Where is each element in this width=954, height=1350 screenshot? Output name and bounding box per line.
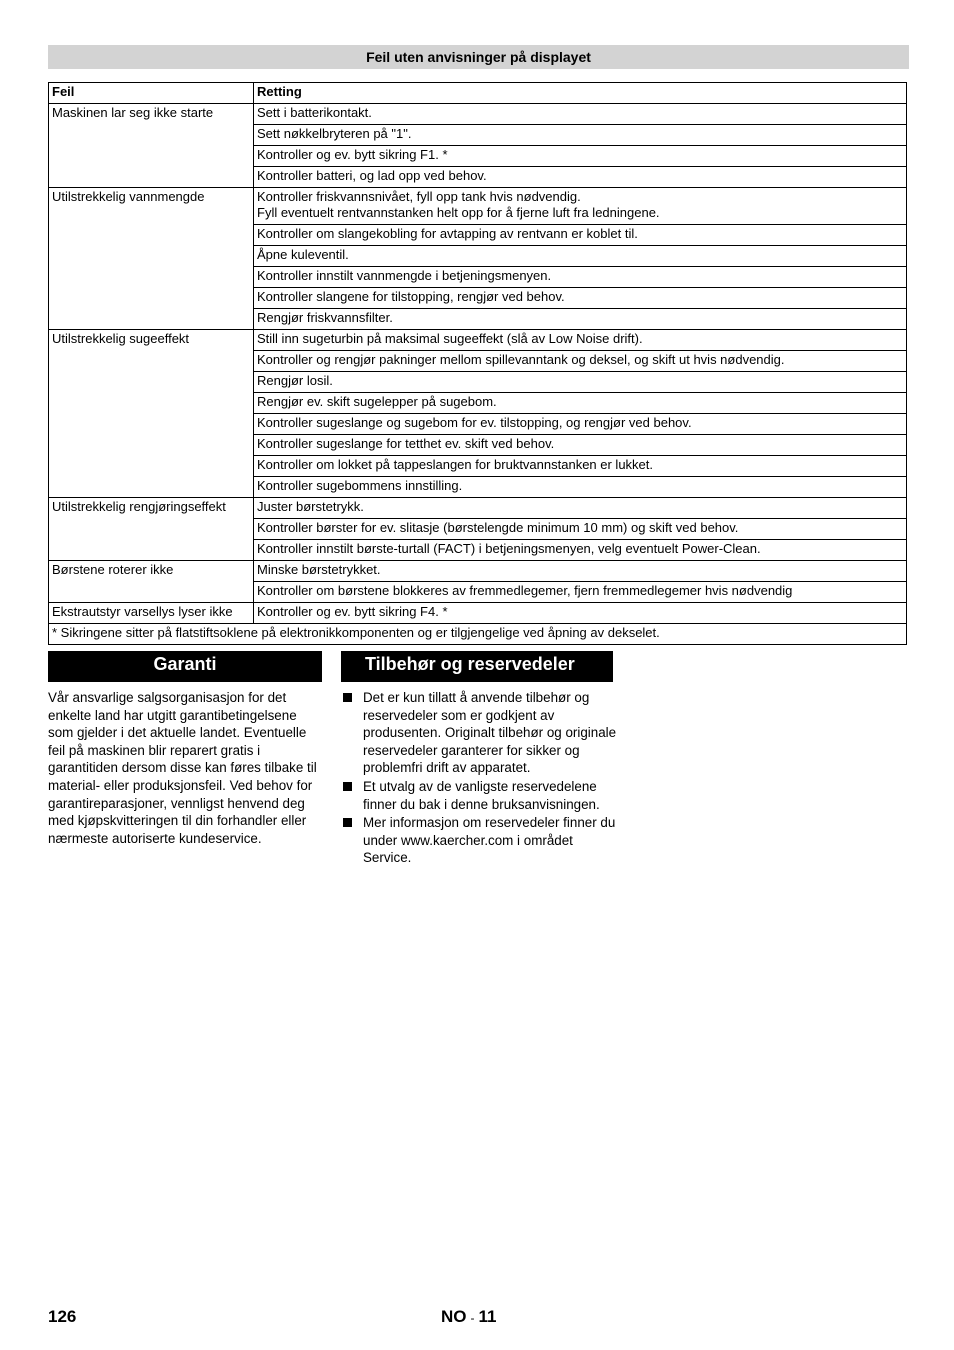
fault-cell: Maskinen lar seg ikke starte (49, 104, 254, 188)
section-title: Feil uten anvisninger på displayet (48, 45, 909, 69)
tilbehor-heading: Tilbehør og reservedeler (341, 651, 613, 682)
remedy-cell: Juster børstetrykk. (254, 498, 907, 519)
list-item-text: Et utvalg av de vanligste reservedelene finner du bak i denne bruksanvisningen. (363, 778, 600, 812)
garanti-text: Vår ansvarlige salgsorganisasjon for det enkelte land har utgitt garantibetingelsene som gjelder i det aktuelle landet. Eventuelle feil på maskinen blir reparert gratis i garantitiden dersom disse kan føres tilbake til material- eller produksjonsfeil. Ved behov for garantireparasjoner, vennligst henvend deg med kjøpskvitteringen til din forhandler eller nærmeste autoriserte kundeservice. (48, 690, 317, 846)
footer-lang: NO (441, 1307, 467, 1326)
remedy-cell: Still inn sugeturbin på maksimal sugeeffekt (slå av Low Noise drift). (254, 330, 907, 351)
remedy-cell: Kontroller sugeslange og sugebom for ev. tilstopping, og rengjør ved behov. (254, 414, 907, 435)
remedy-cell: Kontroller slangene for tilstopping, rengjør ved behov. (254, 288, 907, 309)
page-number: 126 (48, 1307, 77, 1326)
footnote-row (49, 624, 907, 645)
list-item (341, 778, 617, 813)
bullet-square-icon (343, 818, 352, 827)
remedy-cell: Kontroller og ev. bytt sikring F1. * (254, 146, 907, 167)
fault-table (48, 82, 907, 645)
table-row (49, 603, 907, 624)
remedy-cell: Rengjør losil. (254, 372, 907, 393)
table-row (49, 330, 907, 351)
remedy-cell: Kontroller børster for ev. slitasje (børstelengde minimum 10 mm) og skift ved behov. (254, 519, 907, 540)
remedy-cell: Kontroller om lokket på tappeslangen for bruktvannstanken er lukket. (254, 456, 907, 477)
remedy-cell: Kontroller sugebommens innstilling. (254, 477, 907, 498)
remedy-cell: Kontroller og rengjør pakninger mellom spillevanntank og deksel, og skift ut hvis nødvendig. (254, 351, 907, 372)
list-item (341, 689, 617, 777)
remedy-cell: Åpne kuleventil. (254, 246, 907, 267)
fault-cell: Ekstrautstyr varsellys lyser ikke (49, 603, 254, 624)
table-row (49, 498, 907, 519)
remedy-cell: Kontroller innstilt børste-turtall (FACT) i betjeningsmenyen, velg eventuelt Power-Clean. (254, 540, 907, 561)
bullet-square-icon (343, 782, 352, 791)
remedy-cell: Rengjør friskvannsfilter. (254, 309, 907, 330)
table-header-row (49, 83, 907, 104)
remedy-cell: Kontroller og ev. bytt sikring F4. * (254, 603, 907, 624)
table-row (49, 188, 907, 225)
header-fault: Feil (49, 83, 254, 104)
remedy-cell: Kontroller innstilt vannmengde i betjeningsmenyen. (254, 267, 907, 288)
remedy-cell: Sett nøkkelbryteren på "1". (254, 125, 907, 146)
list-item (341, 814, 617, 867)
footnote: * Sikringene sitter på flatstiftsoklene på elektronikkomponenten og er tilgjengelige ved åpning av dekselet. (49, 624, 907, 645)
bullet-square-icon (343, 693, 352, 702)
remedy-cell: Kontroller friskvannsnivået, fyll opp tank hvis nødvendig. Fyll eventuelt rentvannstanken helt opp for å fjerne luft fra ledningene. (254, 188, 907, 225)
list-item-text: Mer informasjon om reservedeler finner du under www.kaercher.com i området Service. (363, 815, 616, 866)
garanti-heading: Garanti (48, 651, 322, 682)
fault-cell: Utilstrekkelig vannmengde (49, 188, 254, 330)
fault-cell: Utilstrekkelig rengjøringseffekt (49, 498, 254, 561)
table-row (49, 104, 907, 125)
remedy-cell: Sett i batterikontakt. (254, 104, 907, 125)
header-remedy: Retting (254, 83, 907, 104)
list-item-text: Det er kun tillatt å anvende tilbehør og reservedeler som er godkjent av produsenten. Originalt tilbehør og originale reservedeler garanterer for sikker og problemfri drift av apparatet. (363, 690, 617, 776)
footer-section-number: 11 (478, 1307, 497, 1326)
table-row (49, 561, 907, 582)
remedy-cell: Kontroller om slangekobling for avtapping av rentvann er koblet til. (254, 225, 907, 246)
fault-cell: Børstene roterer ikke (49, 561, 254, 603)
tilbehor-list (341, 689, 617, 868)
remedy-cell: Minske børstetrykket. (254, 561, 907, 582)
footer-section-page (441, 1307, 496, 1327)
remedy-cell: Rengjør ev. skift sugelepper på sugebom. (254, 393, 907, 414)
remedy-cell: Kontroller batteri, og lad opp ved behov. (254, 167, 907, 188)
fault-cell: Utilstrekkelig sugeeffekt (49, 330, 254, 498)
remedy-cell: Kontroller sugeslange for tetthet ev. skift ved behov. (254, 435, 907, 456)
remedy-cell: Kontroller om børstene blokkeres av fremmedlegemer, fjern fremmedlegemer hvis nødvendig (254, 582, 907, 603)
footer-dash: - (470, 1311, 475, 1325)
